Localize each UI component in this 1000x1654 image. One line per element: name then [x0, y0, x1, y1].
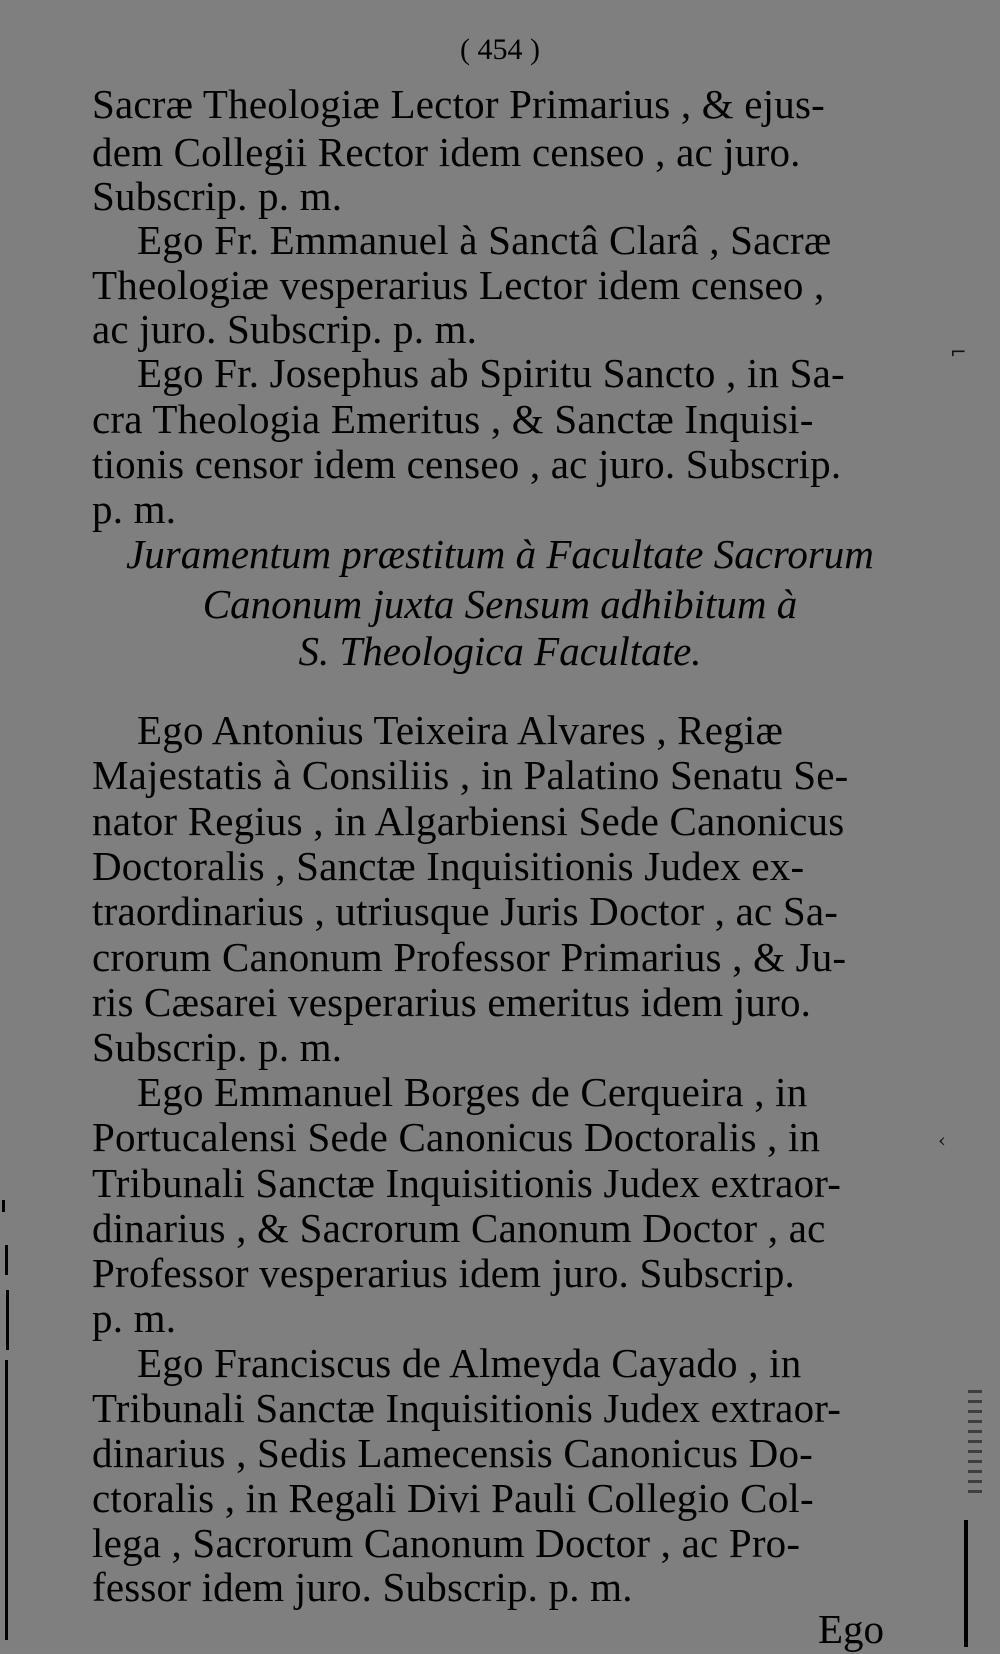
text-line: Tribunali Sanctæ Inquisitionis Judex extraor-: [92, 1160, 842, 1206]
text-line: Ego Antonius Teixeira Alvares , Regiæ: [137, 707, 784, 753]
text-line: Doctoralis , Sanctæ Inquisitionis Judex ex-: [92, 843, 805, 889]
scan-mark: [6, 1290, 9, 1350]
text-line: Professor vesperarius idem juro. Subscrip.: [92, 1250, 795, 1296]
scan-mark: ‹: [938, 1128, 946, 1152]
text-line: Ego Fr. Emmanuel à Sanctâ Clarâ , Sacræ: [137, 217, 832, 263]
text-line: Theologiæ vesperarius Lector idem censeo ,: [92, 262, 825, 308]
text-line: Ego Franciscus de Almeyda Cayado , in: [137, 1340, 802, 1386]
text-line: fessor idem juro. Subscrip. p. m.: [92, 1564, 633, 1610]
text-line: Subscrip. p. m.: [92, 1024, 343, 1070]
text-line: p. m.: [92, 486, 177, 532]
section-heading-line: Canonum juxta Sensum adhibitum à: [202, 581, 798, 627]
text-line: traordinarius , utriusque Juris Doctor , ac Sa-: [92, 888, 839, 934]
scan-mark: ⌐: [950, 340, 967, 364]
scan-mark: [5, 1360, 8, 1640]
section-heading-line: Juramentum præstitum à Facultate Sacrorum: [126, 531, 874, 577]
text-line: lega , Sacrorum Canonum Doctor , ac Pro-: [92, 1520, 801, 1566]
text-line: Ego Emmanuel Borges de Cerqueira , in: [137, 1069, 808, 1115]
text-line: ris Cæsarei vesperarius emeritus idem juro.: [92, 979, 812, 1025]
text-line: dinarius , Sedis Lamecensis Canonicus Do-: [92, 1430, 814, 1476]
text-line: Tribunali Sanctæ Inquisitionis Judex extraor-: [92, 1385, 842, 1431]
text-line: Portucalensi Sede Canonicus Doctoralis , in: [92, 1114, 821, 1160]
scan-mark: [964, 1520, 968, 1647]
margin-annotation-mark: [968, 1390, 982, 1500]
text-line: p. m.: [92, 1295, 177, 1341]
text-line: nator Regius , in Algarbiensi Sede Canonicus: [92, 798, 845, 844]
catchword: Ego: [818, 1606, 885, 1652]
scan-mark: [5, 1245, 8, 1275]
text-line: Sacræ Theologiæ Lector Primarius , & ejus-: [92, 81, 825, 127]
text-line: dem Collegii Rector idem censeo , ac juro.: [92, 129, 801, 175]
text-line: Majestatis à Consiliis , in Palatino Senatu Se-: [92, 752, 849, 798]
text-line: Ego Fr. Josephus ab Spiritu Sancto , in Sa-: [137, 350, 845, 396]
scan-mark: [2, 1200, 5, 1212]
page-number-header: ( 454 ): [460, 33, 540, 66]
text-line: ac juro. Subscrip. p. m.: [92, 306, 478, 352]
text-line: crorum Canonum Professor Primarius , & Ju-: [92, 934, 847, 980]
section-heading-line: S. Theologica Facultate.: [298, 628, 702, 674]
text-line: tionis censor idem censeo , ac juro. Subscrip.: [92, 441, 842, 487]
text-line: ctoralis , in Regali Divi Pauli Collegio Col-: [92, 1475, 814, 1521]
text-line: cra Theologia Emeritus , & Sanctæ Inquisi-: [92, 396, 814, 442]
text-line: dinarius , & Sacrorum Canonum Doctor , ac: [92, 1205, 826, 1251]
text-line: Subscrip. p. m.: [92, 173, 343, 219]
